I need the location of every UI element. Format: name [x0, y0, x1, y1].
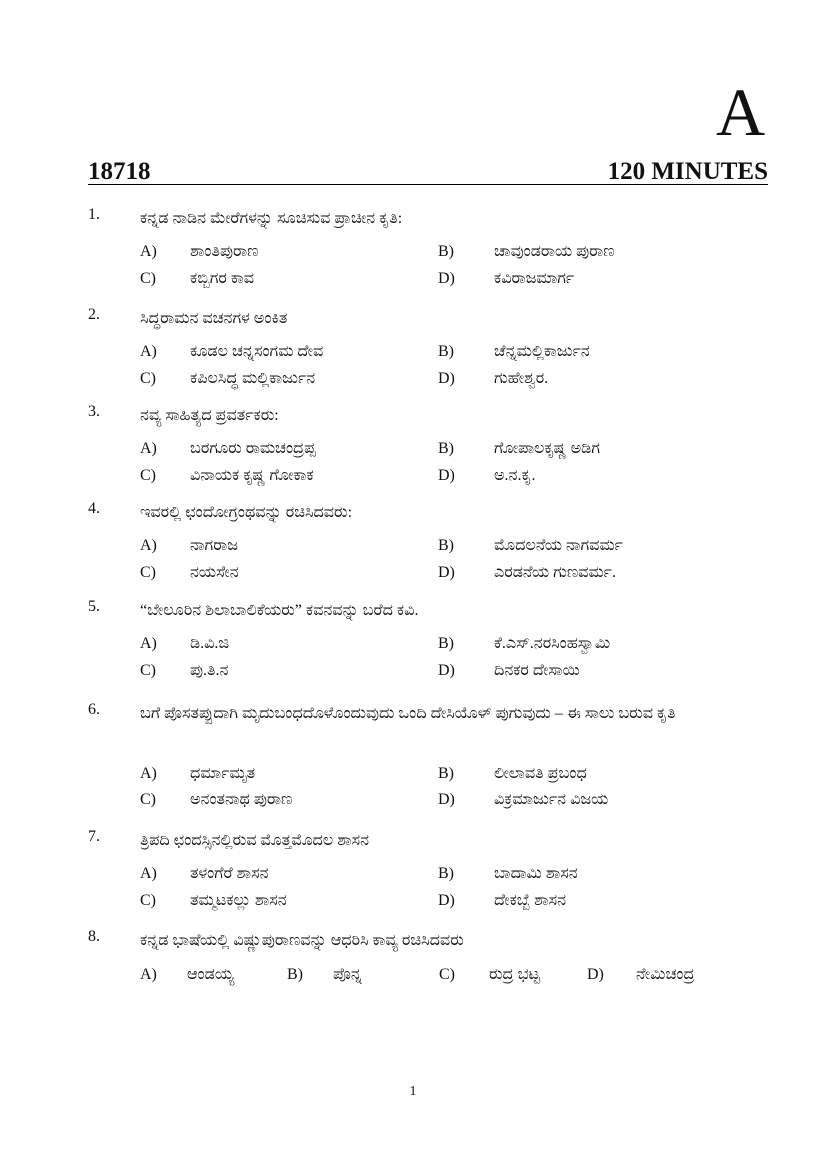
option-label: C): [140, 564, 156, 581]
question-number: 6.: [88, 701, 100, 718]
option-label: A): [140, 243, 157, 260]
option-label: A): [140, 635, 157, 652]
question-text: ಇವರಲ್ಲಿ ಛಂದೋಗ್ರಂಥವನ್ನು ರಚಿಸಿದವರು:: [140, 504, 353, 521]
option-text: ನೇಮಿಚಂದ್ರ: [636, 966, 695, 983]
option-label: D): [438, 270, 455, 287]
option-label: B): [438, 765, 454, 782]
option-text: ಧರ್ಮಾಮೃತ: [190, 765, 256, 782]
option-label: A): [140, 343, 157, 360]
header-rule: [88, 184, 768, 185]
option-label: D): [587, 966, 604, 983]
option-text: ಕವಿರಾಜಮಾರ್ಗ: [494, 270, 575, 287]
question-number: 1.: [88, 206, 100, 223]
option-label: D): [438, 662, 455, 679]
option-label: B): [438, 635, 454, 652]
option-text: ಗೋಪಾಲಕೃಷ್ಣ ಅಡಿಗ: [494, 440, 600, 457]
option-text: ಡಿ.ವಿ.ಜಿ: [190, 635, 230, 652]
option-label: C): [140, 892, 156, 909]
option-text: ಕಬ್ಬಿಗರ ಕಾವ: [190, 270, 255, 287]
question-text: ತ್ರಿಪದಿ ಛಂದಸ್ಸಿನಲ್ಲಿರುವ ಮೊತ್ತಮೊದಲ ಶಾಸನ: [140, 832, 370, 849]
option-label: C): [140, 270, 156, 287]
option-text: ಚಾವುಂಡರಾಯ ಪುರಾಣ: [494, 243, 615, 260]
option-text: ತಳಂಗೆರೆ ಶಾಸನ: [190, 865, 269, 882]
option-label: C): [140, 370, 156, 387]
question-text: ಬಗೆ ಪೊಸತಪ್ಪುದಾಗಿ ಮೃದುಬಂಧದೊಳೊಂದುವುದು ಒಂದಿ ದೇಸಿಯೊಳ್ ಪುಗುವುದು – ಈ ಸಾಲು ಬರುವ ಕೃತಿ: [140, 705, 676, 722]
option-label: A): [140, 440, 157, 457]
option-text: ನಾಗರಾಜ: [190, 537, 239, 554]
question-number: 2.: [88, 306, 100, 323]
option-text: ಲೀಲಾವತಿ ಪ್ರಬಂಧ: [494, 765, 587, 782]
option-text: ವಿಕ್ರಮಾರ್ಜುನ ವಿಜಯ: [494, 791, 609, 808]
option-label: A): [140, 865, 157, 882]
question-text: ನವ್ಯ ಸಾಹಿತ್ಯದ ಪ್ರವರ್ತಕರು:: [140, 407, 279, 424]
option-label: A): [140, 966, 157, 983]
option-text: ಅ.ನ.ಕೃ.: [494, 467, 536, 484]
option-label: D): [438, 892, 455, 909]
option-label: B): [438, 243, 454, 260]
paper-code: 18718: [88, 158, 151, 185]
option-label: D): [438, 791, 455, 808]
duration: 120 MINUTES: [607, 158, 768, 185]
option-label: B): [438, 865, 454, 882]
option-label: B): [438, 343, 454, 360]
option-text: ಎರಡನೆಯ ಗುಣವರ್ಮ.: [494, 564, 616, 581]
option-label: D): [438, 467, 455, 484]
question-text: “ಬೇಲೂರಿನ ಶಿಲಾಬಾಲಿಕೆಯರು” ಕವನವನ್ನು ಬರೆದ ಕವಿ.: [140, 602, 419, 619]
option-label: A): [140, 537, 157, 554]
option-label: C): [140, 662, 156, 679]
option-text: ಪೊನ್ನ: [333, 966, 362, 983]
page-number: 1: [409, 1084, 417, 1099]
option-text: ಕಪಿಲಸಿದ್ಧ ಮಲ್ಲಿಕಾರ್ಜುನ: [190, 370, 316, 387]
question-text: ಕನ್ನಡ ಭಾಷೆಯಲ್ಲಿ ವಿಷ್ಣುಪುರಾಣವನ್ನು ಆಧರಿಸಿ ಕಾವ್ಯ ರಚಿಸಿದವರು: [140, 932, 464, 949]
option-text: ಕೆ.ಎಸ್.ನರಸಿಂಹಸ್ವಾಮಿ: [494, 635, 611, 652]
option-label: C): [140, 467, 156, 484]
option-text: ಪು.ತಿ.ನ: [190, 662, 229, 679]
question-number: 4.: [88, 500, 100, 517]
question-text: ಸಿದ್ಧರಾಮನ ವಚನಗಳ ಅಂಕಿತ: [140, 310, 288, 327]
option-text: ದೇಕಬ್ಬೆ ಶಾಸನ: [494, 892, 566, 909]
option-label: D): [438, 370, 455, 387]
option-text: ಚೆನ್ನಮಲ್ಲಿಕಾರ್ಜುನ: [494, 343, 590, 360]
option-label: C): [140, 791, 156, 808]
question-number: 5.: [88, 598, 100, 615]
option-label: D): [438, 564, 455, 581]
set-letter: A: [716, 74, 766, 150]
option-label: B): [438, 537, 454, 554]
option-text: ಮೊದಲನೆಯ ನಾಗವರ್ಮ: [494, 537, 623, 554]
option-text: ಬರಗೂರು ರಾಮಚಂದ್ರಪ್ಪ: [190, 440, 316, 457]
option-text: ದಿನಕರ ದೇಸಾಯಿ: [494, 662, 580, 679]
option-label: C): [439, 966, 455, 983]
option-text: ತಮ್ಮಟಕಲ್ಲು ಶಾಸನ: [190, 892, 287, 909]
option-label: B): [287, 966, 303, 983]
option-text: ವಿನಾಯಕ ಕೃಷ್ಣ ಗೋಕಾಕ: [190, 467, 314, 484]
option-text: ರುದ್ರ ಭಟ್ಟ: [489, 966, 541, 983]
question-number: 7.: [88, 828, 100, 845]
option-text: ನಯಸೇನ: [190, 564, 239, 581]
question-number: 3.: [88, 403, 100, 420]
question-text: ಕನ್ನಡ ನಾಡಿನ ಮೇರೆಗಳನ್ನು ಸೂಚಿಸುವ ಪ್ರಾಚೀನ ಕೃತಿ:: [140, 210, 403, 227]
question-number: 8.: [88, 928, 100, 945]
option-text: ಶಾಂತಿಪುರಾಣ: [190, 243, 259, 260]
option-text: ಅನಂತನಾಥ ಪುರಾಣ: [190, 791, 293, 808]
option-label: A): [140, 765, 157, 782]
option-label: B): [438, 440, 454, 457]
option-text: ಆಂಡಯ್ಯ: [187, 966, 235, 983]
option-text: ಕೂಡಲ ಚನ್ನಸಂಗಮ ದೇವ: [190, 343, 324, 360]
option-text: ಗುಹೇಶ್ವರ.: [494, 370, 549, 387]
option-text: ಬಾದಾಮಿ ಶಾಸನ: [494, 865, 578, 882]
